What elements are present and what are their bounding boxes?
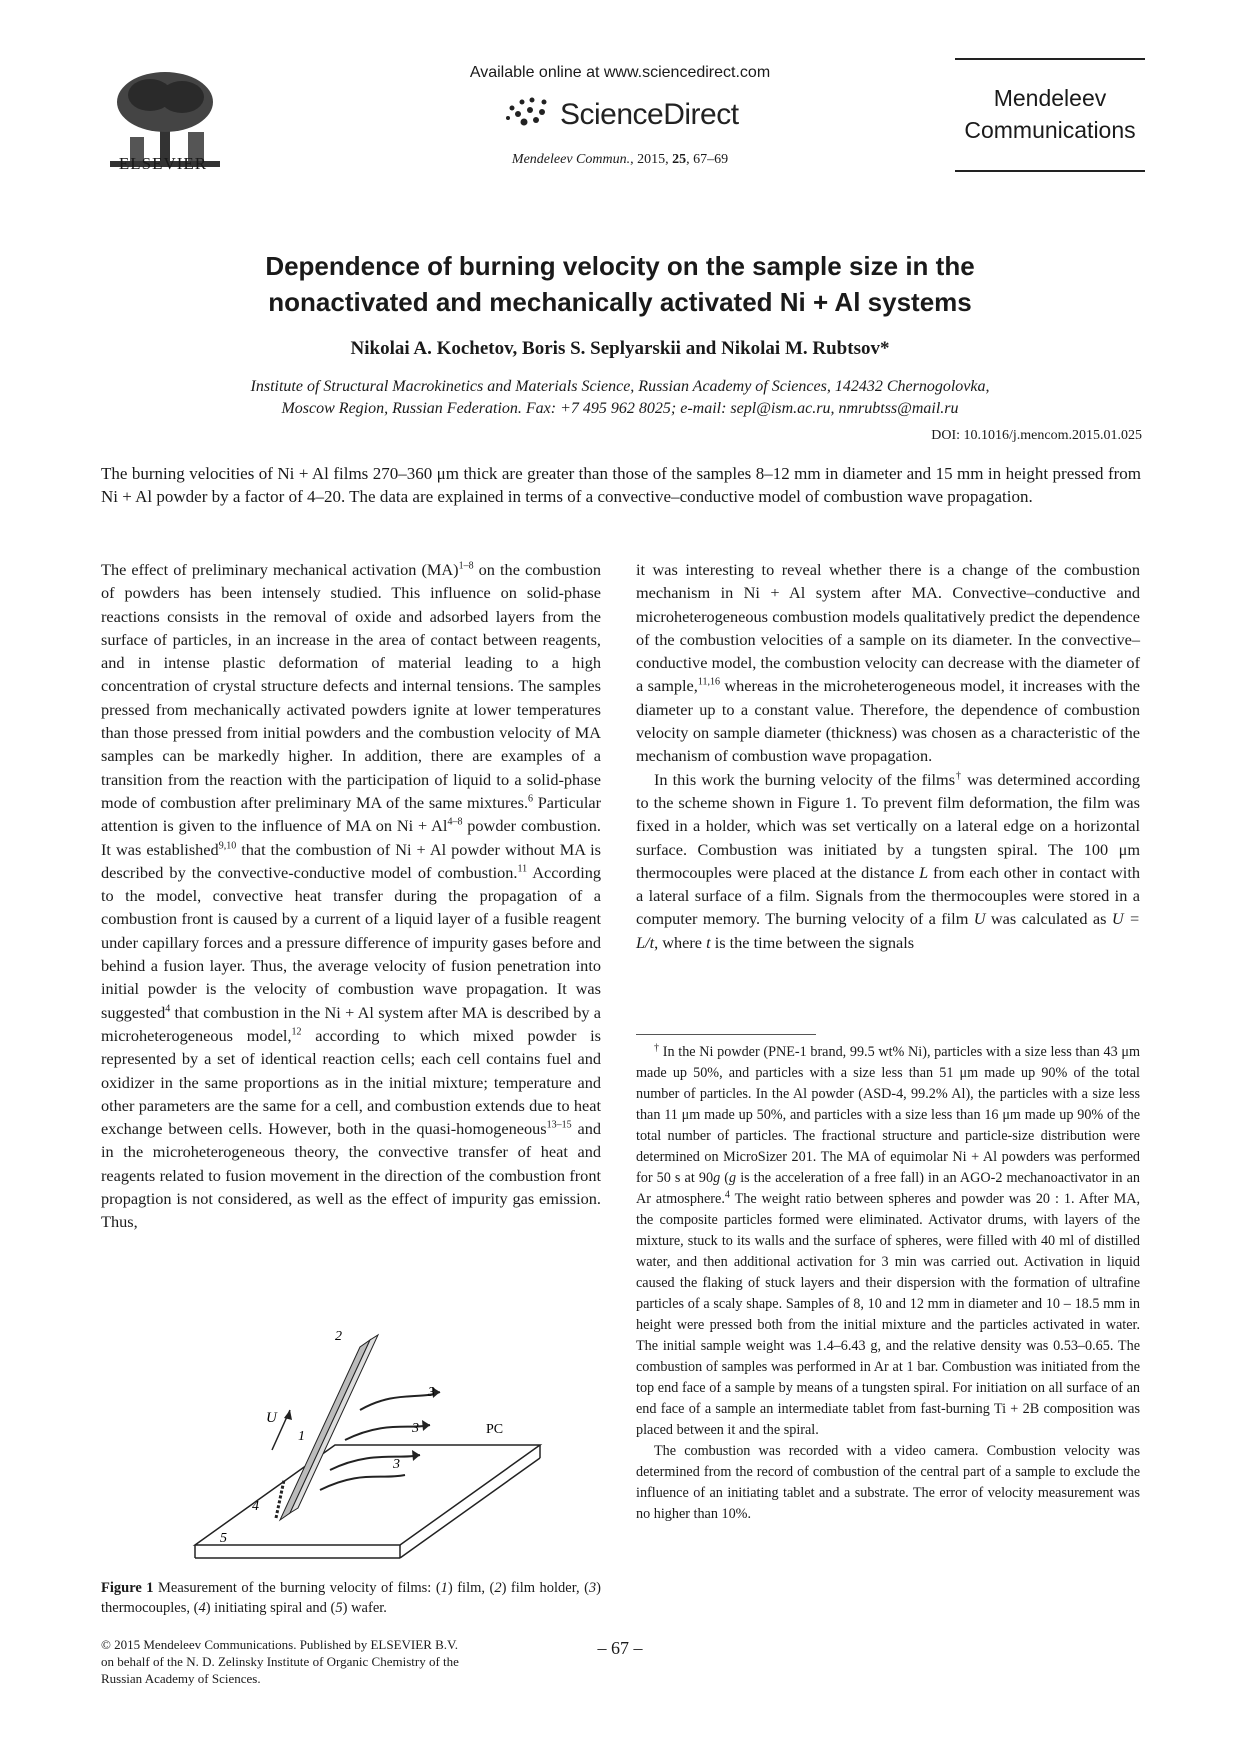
figure-label: 4 (252, 1499, 259, 1514)
title-line1: Dependence of burning velocity on the sample size in the (265, 251, 975, 281)
text: According to the model, convective heat transfer during the propagation of a combustion front is caused by a current of a liquid layer of a fusible reagent under capillary forces and a pressure difference of impurity gases before and behind a fusion layer. Thus, the average velocity of fusion penetration into initial powder is the velocity of combustion wave propagation. It was suggested (101, 862, 602, 1022)
reference: 4–8 (447, 816, 463, 828)
thermocouple (330, 1455, 420, 1470)
text: ) initiating spiral and ( (205, 1600, 336, 1616)
figure-caption (101, 1578, 601, 1618)
copyright (101, 1636, 541, 1687)
text: In the Ni powder (PNE-1 brand, 99.5 wt% Ni), particles with a size less than 43 μm made up 50%, and particles with a size less than 51 μm made up 90% of the total number of particles. In the Al powder (ASD-4, 99.2% Al), the particles with a size less than 11 μm made up 50%, and particles with a size less than 16 μm made up 90% of the total number of particles. The fractional structure and particle-size distribution were determined on MicroSizer 201. The MA of equimolar Ni + Al powders was performed for 50 s at 90 (636, 1044, 1141, 1186)
figure-1-diagram (180, 1330, 580, 1570)
text: ) thermocouples, ( (101, 1580, 602, 1616)
paragraph (636, 558, 1140, 768)
abstract: The burning velocities of Ni + Al films 270–360 μm thick are greater than those of the samples 8–12 mm in diameter and 15 mm in height pressed from Ni + Al powder by a factor of 4–20. The data are explained in terms of a convective–conductive model of combustion wave propagation. (101, 464, 1141, 506)
affiliation-line1: Institute of Structural Macrokinetics and Materials Science, Russian Academy of Sciences, 142432 Chernogolovka, (250, 378, 990, 395)
figure-label: 3 (428, 1385, 435, 1400)
sciencedirect-wordmark: ScienceDirect (560, 98, 739, 131)
text: is the acceleration of a free fall) in an AGO-2 mechanoactivator in an Ar atmosphere. (636, 1170, 1140, 1207)
figure-label: 1 (298, 1429, 305, 1444)
footnote-rule (636, 1034, 816, 1035)
text: In this work the burning velocity of the films (654, 769, 956, 789)
text: according to which mixed powder is represented by a set of identical reaction cells; each cell contains fuel and oxidizer in the same proportions as in the initial mixture; temperature and other parameters are the same for a cell, and combustion extends due to heat exchange between cells. However, both in the quasi-homogeneous (101, 1025, 601, 1139)
citation (420, 152, 820, 168)
reference: 12 (291, 1026, 302, 1038)
journal-name (950, 82, 1150, 146)
journal-name-line2: Communications (964, 117, 1136, 143)
citation-journal: Mendeleev Commun. (511, 152, 631, 167)
text: and in the microheterogeneous theory, the convective transfer of heat and reagents related to fusion movement in the direction of the combustion front propagtion is not considered, as well as the effect of impurity gas emission. Thus, (101, 1119, 601, 1232)
copyright-line: © 2015 Mendeleev Communications. Published by ELSEVIER B.V. (101, 1637, 459, 1652)
reference: 11 (517, 863, 528, 875)
text: 3 (588, 1580, 597, 1596)
page-number: – 67 – (597, 1638, 643, 1658)
reference: 6 (528, 793, 534, 805)
body-left-column (101, 558, 601, 1234)
text: 1 (440, 1580, 448, 1596)
text: was determined according to the scheme shown in Figure 1. To prevent film deformation, the film was fixed in a holder, which was set vertically on a lateral edge on a horizontal surface. Combustion was initiated by a tungsten spiral. The 100 μm thermocouples were placed at the distance (636, 769, 1141, 882)
copyright-line: Russian Academy of Sciences. (101, 1671, 261, 1686)
citation-pages: , 67–69 (686, 152, 729, 167)
footnote (636, 1042, 1140, 1525)
figure-label: 3 (393, 1457, 400, 1472)
copyright-line: on behalf of the N. D. Zelinsky Institute of Organic Chemistry of the (101, 1654, 459, 1669)
text: was calculated as (985, 909, 1112, 929)
text: from each other in contact with a lateral surface of a film. Signals from the thermocouples were stored in a computer memory. The burning velocity of a film (636, 862, 1140, 929)
caption-label: Figure 1 (101, 1580, 154, 1596)
text: that the combustion of Ni + Al powder without MA is described by the convective-conductive model of combustion. (101, 839, 601, 882)
reference: 13–15 (546, 1119, 572, 1131)
affiliation-line2: Moscow Region, Russian Federation. Fax: +7 495 962 8025; e-mail: sepl@ism.ac.ru, nmrubtss@mail.ru (281, 400, 959, 417)
text: g (713, 1170, 721, 1186)
citation-year: , 2015, (630, 152, 673, 167)
footnote-mark: † (955, 770, 963, 782)
reference: 4 (165, 1003, 171, 1015)
paragraph (636, 768, 1140, 954)
text: on the combustion of powders has been intensely studied. This influence on solid-phase reactions consists in the removal of oxide and adsorbed layers from the surface of particles, in an increase in the area of contact between reagents, and in intense plastic deformation of material leading to a high concentration of crystal structure defects and internal tensions. The samples pressed from mechanically activated powders ignite at lower temperatures than those pressed from initial powders and the combustion velocity of MA samples can be markedly higher. In addition, there are examples of a transition from the reaction with the participation of liquid to a solid-phase mode of combustion after preliminary MA of the same mixtures. (101, 560, 601, 812)
figure-label: U (266, 1410, 277, 1426)
footnote-paragraph (636, 1042, 1140, 1441)
publisher-name: ELSEVIER (118, 154, 208, 173)
text: whereas in the microheterogeneous model, it increases with the diameter up to a constant value. Therefore, the dependence of combustion velocity on sample diameter (thickness) was chosen as a characteristic of the mechanism of combustion wave propagation. (636, 676, 1141, 766)
formula: U = L/t (636, 909, 1140, 952)
text: L (919, 862, 929, 882)
text: Particular attention is given to the influence of MA on Ni + Al (101, 792, 601, 836)
citation-volume: 25 (672, 152, 687, 167)
figure-label: PC (486, 1422, 504, 1437)
available-online: Available online at www.sciencedirect.com (469, 64, 771, 81)
text: U (973, 909, 986, 929)
text: g (729, 1170, 737, 1186)
text: it was interesting to reveal whether there is a change of the combustion mechanism in Ni + Al system after MA. Convective–conductive and microheterogeneous combustion models qualitatively predict the dependence of the combustion velocities of a sample on its diameter. In the convective–conductive model, the combustion velocity can decrease with the diameter of a sample, (636, 560, 1140, 696)
figure-label: 5 (220, 1531, 227, 1546)
reference: 9,10 (218, 840, 237, 852)
text: that combustion in the Ni + Al system after MA is described by a microheterogeneous model, (101, 1002, 601, 1045)
affiliation (110, 376, 1130, 420)
title-line2: nonactivated and mechanically activated Ni + Al systems (268, 287, 972, 317)
text: ) wafer. (342, 1600, 387, 1616)
text: t (706, 932, 711, 952)
text: powder combustion. It was established (101, 816, 601, 859)
text: 2 (494, 1580, 502, 1596)
doi: DOI: 10.1016/j.mencom.2015.01.025 (931, 428, 1142, 443)
text: ) film, ( (447, 1580, 495, 1596)
text: 5 (335, 1600, 343, 1616)
text: , where (654, 932, 707, 952)
text: The weight ratio between spheres and powder was 20 : 1. After MA, the composite particles formed were eliminated. Activator drums, with layers of the mixture, stuck to its walls and the surface of spheres, were filled with 40 ml of distilled water, and then additional activation for 3 min was carried out. Activation in liquid caused the flaking of stuck layers and their dispersion with the formation of ultrafine particles of a scaly shape. Samples of 8, 10 and 12 mm in diameter and 10 – 18.5 mm in height were pressed both from the initial mixture and the particles activated in water. The initial sample weight was 1.4–6.43 g, and the relative density was 0.53–0.65. The combustion of samples was performed in Ar at 1 bar. Combustion was initiated from the top end face of a sample by means of a tungsten spiral. For initiation on all surface of an end face of a sample an intermediate tablet from fast-burning Ti + 2B composition was placed between it and the spiral. (636, 1191, 1140, 1438)
reference: 11,16 (697, 677, 720, 689)
figure-label: 2 (335, 1330, 342, 1344)
footnote-mark: † (654, 1042, 660, 1054)
authors: Nikolai A. Kochetov, Boris S. Seplyarskii and Nikolai M. Rubtsov* (350, 338, 890, 359)
film (290, 1335, 378, 1513)
figure-label: 3 (412, 1421, 419, 1436)
body-right-column (636, 558, 1140, 954)
journal-name-line1: Mendeleev (993, 85, 1107, 111)
reference: 4 (724, 1189, 730, 1201)
article-title (110, 248, 1130, 320)
reference: 1–8 (458, 560, 474, 572)
text: is the time between the signals (710, 932, 915, 952)
footnote-paragraph: The combustion was recorded with a video camera. Combustion velocity was determined from the record of combustion of the central part of a sample to exclude the influence of an initiating tablet and a substrate. The error of velocity measurement was no higher than 10%. (636, 1443, 1140, 1522)
text: Measurement of the burning velocity of films: ( (153, 1580, 441, 1596)
paragraph (101, 558, 601, 1234)
text: ) film holder, ( (501, 1580, 589, 1596)
text: The effect of preliminary mechanical activation (MA) (101, 560, 459, 579)
film-holder (280, 1340, 370, 1520)
text: ( (720, 1170, 730, 1186)
text: 4 (198, 1600, 206, 1616)
